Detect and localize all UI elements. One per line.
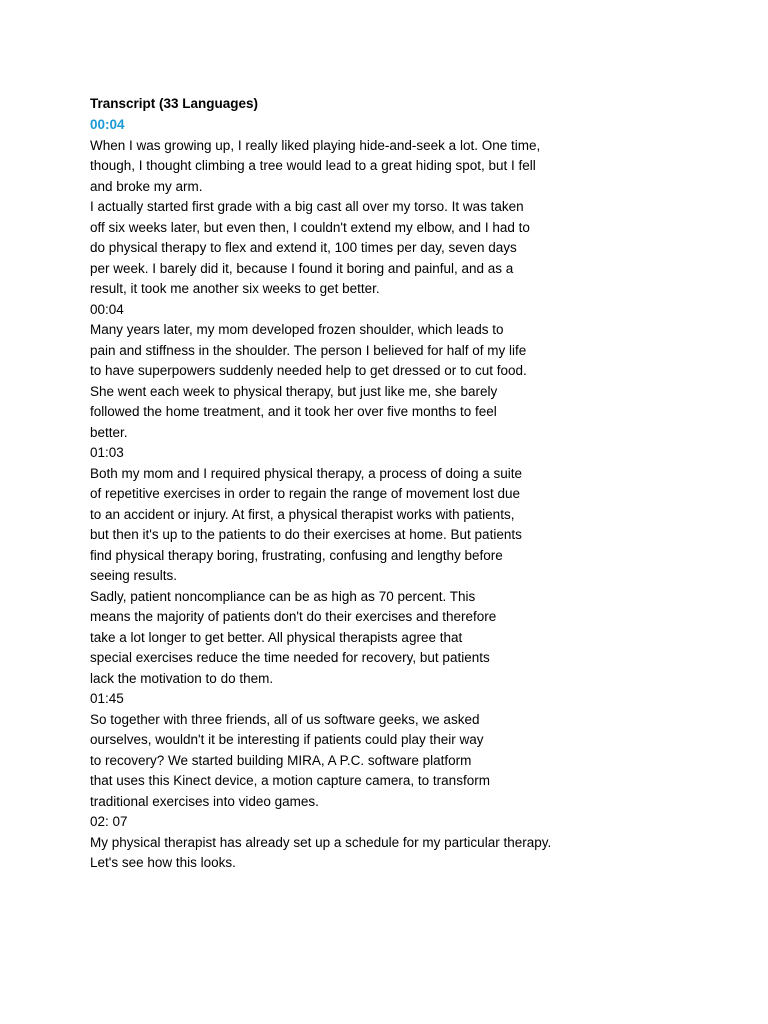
transcript-line: followed the home treatment, and it took her over five months to feel (90, 404, 497, 419)
transcript-line: take a lot longer to get better. All physical therapists agree that (90, 629, 463, 645)
transcript-line: special exercises reduce the time needed for recovery, but patients (90, 650, 490, 665)
transcript-line: better. (90, 424, 128, 440)
transcript-line: When I was growing up, I really liked playing hide-and-seek a lot. One time, (90, 137, 541, 153)
transcript-line: traditional exercises into video games. (90, 793, 319, 809)
transcript-line: ourselves, wouldn't it be interesting if patients could play their way (90, 732, 484, 747)
transcript-line: She went each week to physical therapy, but just like me, she barely (90, 383, 498, 399)
transcript-line: of repetitive exercises in order to regain the range of movement lost due (90, 486, 520, 501)
transcript-line: off six weeks later, but even then, I couldn't extend my elbow, and I had to (90, 219, 530, 235)
transcript-line: that uses this Kinect device, a motion capture camera, to transform (90, 773, 490, 788)
transcript-line: Let's see how this looks. (90, 855, 236, 870)
transcript-line: pain and stiffness in the shoulder. The person I believed for half of my life (90, 342, 527, 358)
transcript-line: Both my mom and I required physical therapy, a process of doing a suite (90, 465, 522, 481)
timestamp-link[interactable]: 01:45 (90, 691, 124, 706)
transcript-line: to have superpowers suddenly needed help to get dressed or to cut food. (90, 363, 527, 378)
transcript-line: means the majority of patients don't do their exercises and therefore (90, 609, 497, 624)
transcript-line: find physical therapy boring, frustrating, confusing and lengthy before (90, 547, 503, 563)
timestamp-link-active[interactable]: 00:04 (90, 117, 125, 132)
transcript-line: My physical therapist has already set up a schedule for my particular therapy. (90, 834, 552, 850)
transcript-line: seeing results. (90, 568, 178, 583)
transcript-body (90, 115, 690, 874)
transcript-line: result, it took me another six weeks to get better. (90, 281, 380, 296)
transcript-line: but then it's up to the patients to do their exercises at home. But patients (90, 527, 522, 542)
timestamp-link[interactable]: 00:04 (90, 301, 124, 317)
transcript-line: do physical therapy to flex and extend it, 100 times per day, seven days (90, 240, 517, 255)
transcript-line: Sadly, patient noncompliance can be as high as 70 percent. This (90, 588, 476, 604)
transcript-line: to an accident or injury. At first, a physical therapist works with patients, (90, 506, 515, 522)
transcript-line: Many years later, my mom developed frozen shoulder, which leads to (90, 322, 504, 337)
transcript-line: and broke my arm. (90, 178, 203, 194)
timestamp-link[interactable]: 02: 07 (90, 814, 128, 829)
transcript-heading: Transcript (33 Languages) (90, 96, 259, 111)
transcript (90, 94, 690, 874)
timestamp-link[interactable]: 01:03 (90, 445, 124, 460)
transcript-line: though, I thought climbing a tree would lead to a great hiding spot, but I fell (90, 158, 536, 173)
transcript-line: lack the motivation to do them. (90, 670, 274, 686)
transcript-line: to recovery? We started building MIRA, A P.C. software platform (90, 752, 472, 768)
transcript-line: I actually started first grade with a big cast all over my torso. It was taken (90, 199, 524, 214)
transcript-line: per week. I barely did it, because I found it boring and painful, and as a (90, 260, 514, 276)
transcript-line: So together with three friends, all of us software geeks, we asked (90, 711, 480, 727)
